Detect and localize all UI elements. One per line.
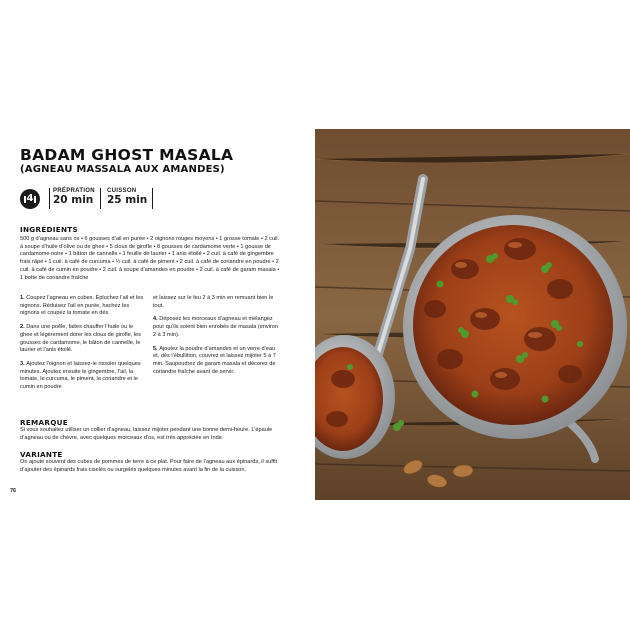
curry-photo-illustration <box>315 129 630 500</box>
recipe-step <box>20 295 146 318</box>
prep-time: 20 min <box>53 194 94 206</box>
recipe-step <box>20 361 146 392</box>
step-text: Déposez les morceaux d’agneau et mélangez pour qu’ils soient bien enrobés de masala (environ 2 à 3 min). <box>153 316 279 338</box>
step-number: 2. <box>20 324 27 331</box>
prep-label: PRÉPRATION <box>53 188 95 194</box>
recipe-title: BADAM GHOST MASALA <box>20 146 234 164</box>
step-text: Dans une poêle, faites chauffer l’huile ou le ghee et légèrement dorer les clous de girofle, les gousses de cardamome, le bâton de cannelle, le laurier et l’anis étoilé. <box>20 324 141 354</box>
timing-divider <box>49 188 50 209</box>
prep-time-block <box>53 188 95 206</box>
cook-label: CUISSON <box>107 188 137 194</box>
servings-mark-right <box>34 196 36 203</box>
dish-photo <box>315 129 630 500</box>
ingredients-list: 500 g d’agneau sans os • 6 gousses d’ail en purée • 2 oignons rouges moyens • 1 grosse tomate • 2 cuil. à soupe d’huile d’olive ou de ghee • 5 clous de girofle • 8 gousses de cardamome verte • 1 gousse de cardamome noire • 1 bâton de cannelle • 1 feuille de laurier • 1 anis étoilé • 2 cuil. à café de gingembre frais râpé • 1 cuil. à café de curcuma • ½ cuil. à café de piment • 2 cuil. à café de coriandre en poudre • 2 cuil. à café de cumin en poudre • 2 cuil. à soupe d’amandes en poudre • 2 cuil. à café de garam masala • 1 botte de coriandre fraîche <box>20 236 280 281</box>
step-text: Coupez l’agneau en cubes. Épluchez l’ail et les oignons. Réduisez l’ail en purée, hachez les oignons et coupez la tomate en dés. <box>20 295 144 317</box>
timing-divider <box>152 188 153 209</box>
recipe-step <box>153 346 282 377</box>
servings-mark-left <box>24 196 26 203</box>
step-number: 1. <box>20 295 27 301</box>
variante-text: On ajoute souvent des cubes de pommes de terre à ce plat. Pour faire de l’agneau aux épinards, il suffit d’ajouter des épinards frais ciselés ou surgelés quelques minutes avant la fin de la cuisson. <box>20 459 278 473</box>
step-text: Ajoutez la poudre d’amandes et un verre d’eau et, dès l’ébullition, couvrez et laissez mijoter 5 à 7 min. Saupoudrez de garam masala et décorez de coriandre fraîche avant de servir. <box>153 345 276 375</box>
recipe-step <box>20 324 146 355</box>
step-text: et laissez sur le feu 2 à 3 min en remuant bien le tout. <box>153 295 274 309</box>
page-number: 76 <box>10 488 17 494</box>
ingredients-heading: INGRÉDIENTS <box>20 225 78 234</box>
servings-badge <box>20 189 40 209</box>
step-number: 3. <box>20 360 27 367</box>
step-text: Ajoutez l’oignon et laissez-le rissoler quelques minutes. Ajoutez ensuite le gingembre, l’ail, la tomate, le curcuma, le piment, la coriandre et le cumin en poudre <box>20 360 141 391</box>
servings-count: 4 <box>26 193 34 204</box>
recipe-step <box>153 316 282 339</box>
steps-column-1 <box>20 295 146 398</box>
recipe-subtitle: (AGNEAU MASSALA AUX AMANDES) <box>20 164 225 175</box>
timing-divider <box>100 188 101 209</box>
steps-column-2 <box>153 295 282 382</box>
remarque-text: Si vous souhaitez utiliser un collier d’agneau, laissez mijoter pendant une bonne demi-heure. L’épaule d’agneau ou de chèvre, avec quelques morceaux d’os, est très appréciée en Inde. <box>20 427 273 441</box>
remarque-heading: REMARQUE <box>20 418 68 427</box>
cook-time: 25 min <box>107 194 148 206</box>
recipe-step <box>153 295 282 310</box>
timing-bar <box>20 188 320 214</box>
step-number: 4. <box>153 316 160 323</box>
variante-heading: VARIANTE <box>20 450 63 459</box>
cook-time-block <box>107 188 147 206</box>
step-number: 5. <box>153 345 160 352</box>
